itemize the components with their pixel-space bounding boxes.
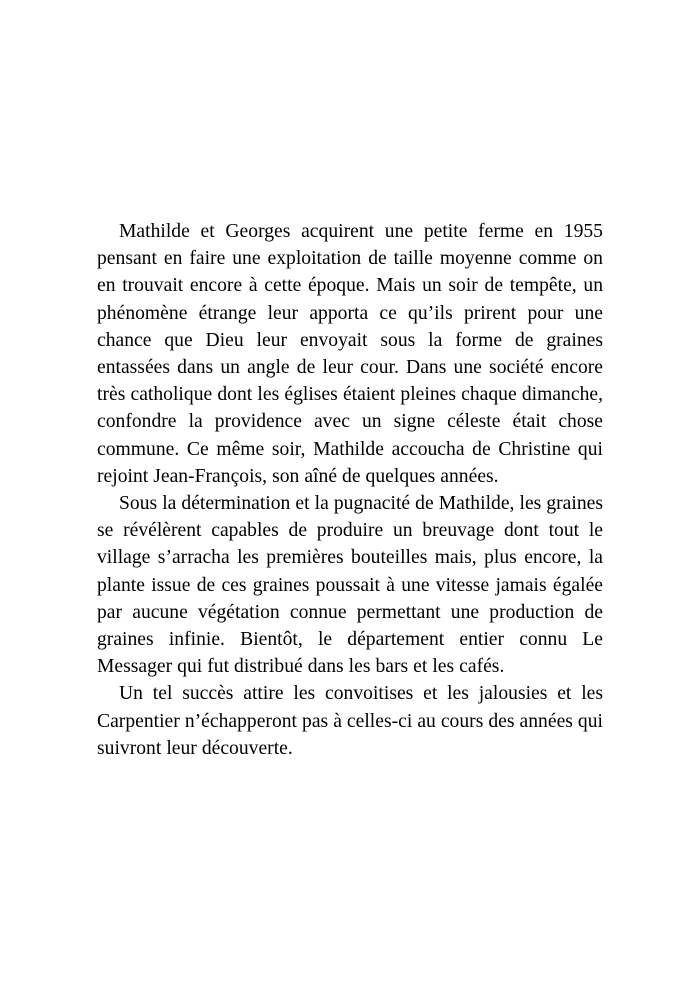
body-paragraph: Mathilde et Georges acquirent une petite ferme en 1955 pensant en faire une exploitation de taille moyenne comme on en trouvait encore à cette époque. Mais un soir de tempête, un phénomène étrange leur apporta ce qu’ils prirent pour une chance que Dieu leur envoyait sous la forme de graines entassées dans un angle de leur cour. Dans une société encore très catholique dont les églises étaient pleines chaque dimanche, confondre la providence avec un signe céleste était chose commune. Ce même soir, Mathilde accoucha de Christine qui rejoint Jean-François, son aîné de quelques années. (97, 221, 603, 487)
body-text-block (97, 218, 603, 762)
body-paragraph: Un tel succès attire les convoitises et les jalousies et les Carpentier n’échapperont pas à celles-ci au cours des années qui suivront leur découverte. (97, 683, 603, 759)
body-paragraph: Sous la détermination et la pugnacité de Mathilde, les graines se révélèrent capables de produire un breuvage dont tout le village s’arracha les premières bouteilles mais, plus encore, la plante issue de ces graines poussait à une vitesse jamais égalée par aucune végétation connue permettant une production de graines infinie. Bientôt, le département entier connu Le Messager qui fut distribué dans les bars et les cafés. (97, 493, 603, 678)
